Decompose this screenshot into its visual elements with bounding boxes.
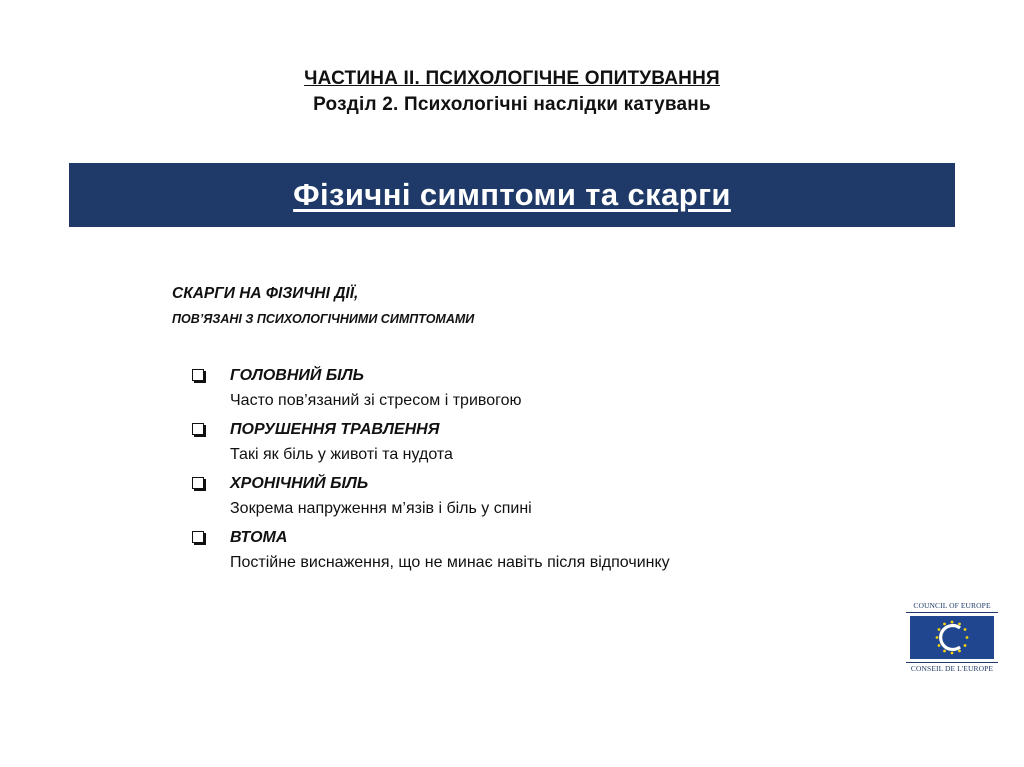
logo-bottom-text: CONSEIL DE L'EUROPE	[906, 662, 998, 674]
title-banner	[69, 163, 955, 227]
symptom-list	[192, 364, 670, 580]
slide-title: Фізичні симптоми та скарги	[293, 177, 731, 212]
list-item	[192, 526, 670, 576]
part-title: ЧАСТИНА ІІ. ПСИХОЛОГІЧНЕ ОПИТУВАННЯ	[304, 68, 720, 89]
list-item	[192, 472, 670, 522]
intro-sub: ПОВ’ЯЗАНІ З ПСИХОЛОГІЧНИМИ СИМПТОМАМИ	[172, 312, 475, 326]
logo-top-text: COUNCIL OF EUROPE	[906, 601, 998, 613]
list-item	[192, 364, 670, 414]
item-title: ВТОМА	[230, 529, 288, 546]
item-title: ХРОНІЧНИЙ БІЛЬ	[230, 475, 369, 492]
checkbox-bullet-icon	[192, 477, 204, 489]
list-item	[192, 418, 670, 468]
checkbox-bullet-icon	[192, 369, 204, 381]
item-description: Зокрема напруження м’язів і біль у спині	[230, 500, 532, 517]
council-of-europe-logo	[906, 601, 998, 674]
item-description: Постійне виснаження, що не минає навіть після відпочинку	[230, 554, 670, 571]
council-emblem-icon	[910, 616, 994, 659]
intro-heading	[172, 282, 474, 332]
checkbox-bullet-icon	[192, 531, 204, 543]
item-title: ПОРУШЕННЯ ТРАВЛЕННЯ	[230, 421, 440, 438]
item-title: ГОЛОВНИЙ БІЛЬ	[230, 367, 364, 384]
item-description: Часто пов’язаний зі стресом і тривогою	[230, 392, 522, 409]
intro-main: СКАРГИ НА ФІЗИЧНІ ДІЇ,	[172, 285, 359, 302]
section-title: Розділ 2. Психологічні наслідки катувань	[313, 94, 711, 115]
slide-header	[0, 66, 1024, 118]
item-description: Такі як біль у животі та нудота	[230, 446, 453, 463]
checkbox-bullet-icon	[192, 423, 204, 435]
